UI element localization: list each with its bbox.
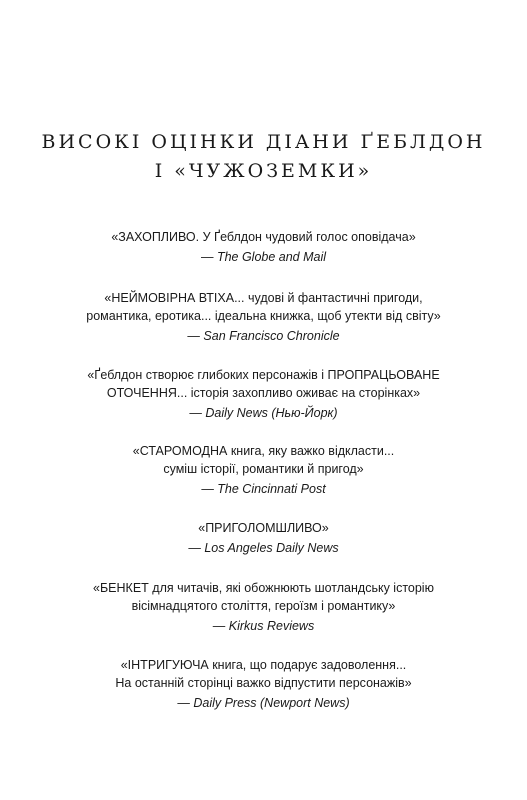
quote-attribution	[0, 694, 527, 712]
quote-text: «Ґеблдон створює глибоких персонажів і ПРОПРАЦЬОВАНЕ	[87, 368, 440, 382]
quote-attribution	[0, 539, 527, 557]
quote-text: романтика, еротика... ідеальна книжка, щоб утекти від світу»	[86, 309, 441, 323]
attribution-dash: —	[201, 482, 218, 496]
quote-text: ОТОЧЕННЯ... історія захопливо оживає на сторінках»	[106, 386, 421, 400]
attribution-dash: —	[187, 329, 204, 343]
attribution-dash: —	[188, 541, 205, 555]
quote-text: «СТАРОМОДНА книга, яку важко відкласти...	[132, 444, 395, 458]
review-quote	[0, 579, 527, 635]
source-name: The Globe and Mail	[216, 250, 327, 264]
review-quote	[0, 656, 527, 712]
quote-text: «ЗАХОПЛИВО. У Ґеблдон чудовий голос оповідача»	[111, 230, 416, 244]
review-quote	[0, 366, 527, 422]
quote-attribution	[0, 327, 527, 345]
quote-attribution	[0, 248, 527, 266]
source-name: The Cincinnati Post	[217, 482, 326, 496]
quote-text: На останній сторінці важко відпустити персонажів»	[115, 676, 412, 690]
quote-attribution	[0, 617, 527, 635]
review-quote	[0, 519, 527, 557]
quote-text: вісімнадцятого століття, героїзм і романтику»	[131, 599, 396, 613]
quote-attribution	[0, 404, 527, 422]
review-quote	[0, 289, 527, 345]
review-quote	[0, 442, 527, 498]
attribution-dash: —	[189, 406, 206, 420]
quote-text: «ІНТРИГУЮЧА книга, що подарує задоволення...	[120, 658, 407, 672]
title-line-2: І «ЧУЖОЗЕМКИ»	[154, 160, 373, 182]
review-quote	[0, 228, 527, 266]
source-name: Daily Press (Newport News)	[193, 696, 350, 710]
attribution-dash: —	[212, 619, 229, 633]
attribution-dash: —	[200, 250, 217, 264]
attribution-dash: —	[177, 696, 194, 710]
quote-text: суміш історії, романтики й пригод»	[163, 462, 364, 476]
source-name: Daily News (Нью-Йорк)	[205, 406, 338, 420]
quote-text: «НЕЙМОВІРНА ВТІХА... чудові й фантастичні пригоди,	[104, 291, 423, 305]
page-title	[0, 128, 527, 186]
quote-text: «БЕНКЕТ для читачів, які обожнюють шотландську історію	[93, 581, 434, 595]
source-name: San Francisco Chronicle	[203, 329, 340, 343]
title-line-1: ВИСОКІ ОЦІНКИ ДІАНИ ҐЕБЛДОН	[41, 131, 486, 153]
quote-attribution	[0, 480, 527, 498]
quote-text: «ПРИГОЛОМШЛИВО»	[198, 521, 329, 535]
source-name: Kirkus Reviews	[228, 619, 315, 633]
source-name: Los Angeles Daily News	[204, 541, 339, 555]
